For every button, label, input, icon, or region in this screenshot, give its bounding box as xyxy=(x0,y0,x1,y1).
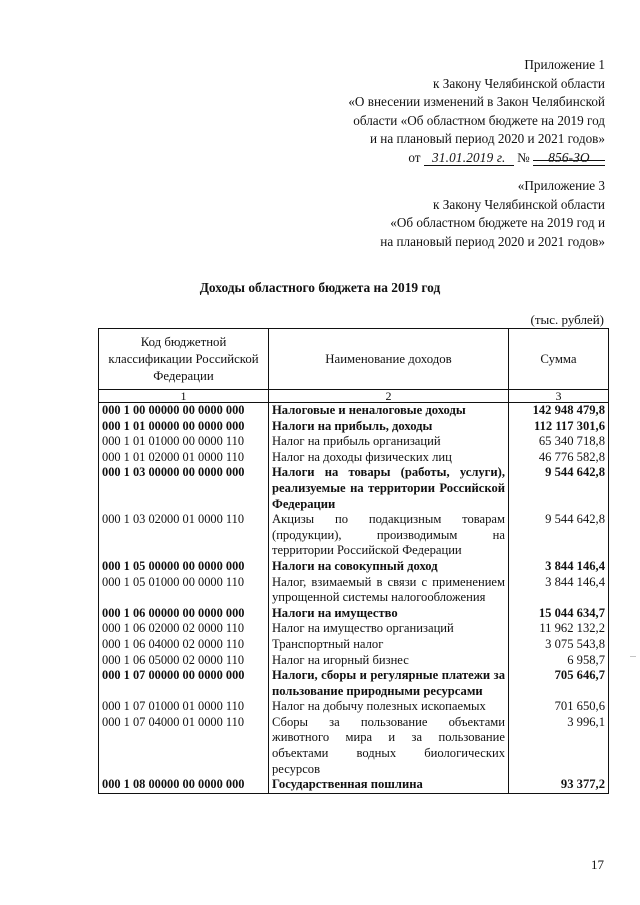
number-strike-line xyxy=(533,160,605,161)
appendix-3-header xyxy=(380,177,605,251)
row-code: 000 1 01 01000 00 0000 110 xyxy=(99,434,269,450)
row-amount: 142 948 479,8 xyxy=(509,403,609,419)
column-number: 3 xyxy=(509,390,609,403)
law-number-value: 856-ЗО xyxy=(548,149,590,165)
row-amount: 46 776 582,8 xyxy=(509,450,609,466)
header-amount: Сумма xyxy=(509,329,609,390)
row-amount: 112 117 301,6 xyxy=(509,419,609,435)
table-row xyxy=(99,606,609,622)
row-code: 000 1 07 04000 01 0000 110 xyxy=(99,715,269,777)
table-row xyxy=(99,653,609,669)
margin-mark: ... xyxy=(630,650,636,659)
row-code: 000 1 06 04000 02 0000 110 xyxy=(99,637,269,653)
table-header-row xyxy=(99,329,609,390)
appendix-3-subject-line-1: «Об областном бюджете на 2019 год и xyxy=(390,215,605,230)
row-name: Налоги на имущество xyxy=(269,606,509,622)
row-name: Налог на игорный бизнес xyxy=(269,653,509,669)
row-code: 000 1 05 01000 00 0000 110 xyxy=(99,575,269,606)
number-prefix: № xyxy=(517,149,530,165)
table-row xyxy=(99,434,609,450)
table-row xyxy=(99,419,609,435)
row-amount: 701 650,6 xyxy=(509,699,609,715)
appendix-1-subject-line-1: «О внесении изменений в Закон Челябинской xyxy=(348,94,605,109)
table-row xyxy=(99,450,609,466)
appendix-1-subject-line-2: области «Об областном бюджете на 2019 год xyxy=(353,112,605,128)
appendix-3-title: «Приложение 3 xyxy=(517,178,605,193)
column-number-row xyxy=(99,390,609,403)
date-number-line xyxy=(348,149,605,168)
row-name: Транспортный налог xyxy=(269,637,509,653)
row-amount: 3 844 146,4 xyxy=(509,559,609,575)
row-amount: 3 996,1 xyxy=(509,715,609,777)
law-date: 31.01.2019 г. xyxy=(424,151,514,166)
date-prefix: от xyxy=(408,149,421,165)
table-row xyxy=(99,637,609,653)
row-code: 000 1 06 00000 00 0000 000 xyxy=(99,606,269,622)
row-code: 000 1 06 02000 02 0000 110 xyxy=(99,621,269,637)
row-amount: 11 962 132,2 xyxy=(509,621,609,637)
row-name: Налог на добычу полезных ископаемых xyxy=(269,699,509,715)
row-amount: 15 044 634,7 xyxy=(509,606,609,622)
appendix-1-title: Приложение 1 xyxy=(524,57,605,72)
appendix-3-law: к Закону Челябинской области xyxy=(433,196,605,212)
row-amount: 93 377,2 xyxy=(509,777,609,793)
revenue-table xyxy=(98,328,609,794)
row-name: Сборы за пользование объектами животного мира и за пользование объектами водных биологических ресурсов xyxy=(269,715,509,777)
row-amount: 9 544 642,8 xyxy=(509,512,609,559)
header-code: Код бюджетной классификации Российской Федерации xyxy=(99,329,269,390)
row-name: Налоговые и неналоговые доходы xyxy=(269,403,509,419)
row-code: 000 1 03 00000 00 0000 000 xyxy=(99,465,269,512)
table-row xyxy=(99,575,609,606)
row-code: 000 1 01 00000 00 0000 000 xyxy=(99,419,269,435)
row-code: 000 1 03 02000 01 0000 110 xyxy=(99,512,269,559)
row-code: 000 1 07 01000 01 0000 110 xyxy=(99,699,269,715)
header-name: Наименование доходов xyxy=(269,329,509,390)
row-code: 000 1 01 02000 01 0000 110 xyxy=(99,450,269,466)
row-amount: 3 844 146,4 xyxy=(509,575,609,606)
table-row xyxy=(99,715,609,777)
appendix-1-header xyxy=(348,56,605,167)
row-code: 000 1 06 05000 02 0000 110 xyxy=(99,653,269,669)
row-code: 000 1 08 00000 00 0000 000 xyxy=(99,777,269,793)
row-code: 000 1 07 00000 00 0000 000 xyxy=(99,668,269,699)
row-name: Акцизы по подакцизным товарам (продукции), производимым на территории Российской Федерации xyxy=(269,512,509,559)
row-amount: 6 958,7 xyxy=(509,653,609,669)
row-code: 000 1 00 00000 00 0000 000 xyxy=(99,403,269,419)
row-name: Налог на доходы физических лиц xyxy=(269,450,509,466)
table-row xyxy=(99,512,609,559)
law-number xyxy=(533,151,605,166)
row-name: Государственная пошлина xyxy=(269,777,509,793)
table-row xyxy=(99,699,609,715)
row-amount: 705 646,7 xyxy=(509,668,609,699)
row-name: Налоги на совокупный доход xyxy=(269,559,509,575)
appendix-1-law: к Закону Челябинской области xyxy=(433,75,605,91)
row-name: Налог на имущество организаций xyxy=(269,621,509,637)
row-amount: 3 075 543,8 xyxy=(509,637,609,653)
column-number: 1 xyxy=(99,390,269,403)
row-name: Налог, взимаемый в связи с применением упрощенной системы налогообложения xyxy=(269,575,509,606)
table-row xyxy=(99,621,609,637)
appendix-3-subject-line-2: на плановый период 2020 и 2021 годов» xyxy=(380,233,605,249)
page-number: 17 xyxy=(591,857,604,872)
row-amount: 9 544 642,8 xyxy=(509,465,609,512)
table-row xyxy=(99,403,609,419)
row-amount: 65 340 718,8 xyxy=(509,434,609,450)
table-row xyxy=(99,668,609,699)
table-row xyxy=(99,465,609,512)
appendix-1-subject-line-3: и на плановый период 2020 и 2021 годов» xyxy=(369,131,605,146)
document-title: Доходы областного бюджета на 2019 год xyxy=(199,280,441,295)
table-row xyxy=(99,559,609,575)
column-number: 2 xyxy=(269,390,509,403)
row-name: Налоги на товары (работы, услуги), реализуемые на территории Российской Федерации xyxy=(269,465,509,512)
table-row xyxy=(99,777,609,793)
row-code: 000 1 05 00000 00 0000 000 xyxy=(99,559,269,575)
units-label: (тыс. рублей) xyxy=(530,312,604,327)
row-name: Налоги, сборы и регулярные платежи за пользование природными ресурсами xyxy=(269,668,509,699)
row-name: Налоги на прибыль, доходы xyxy=(269,419,509,435)
row-name: Налог на прибыль организаций xyxy=(269,434,509,450)
